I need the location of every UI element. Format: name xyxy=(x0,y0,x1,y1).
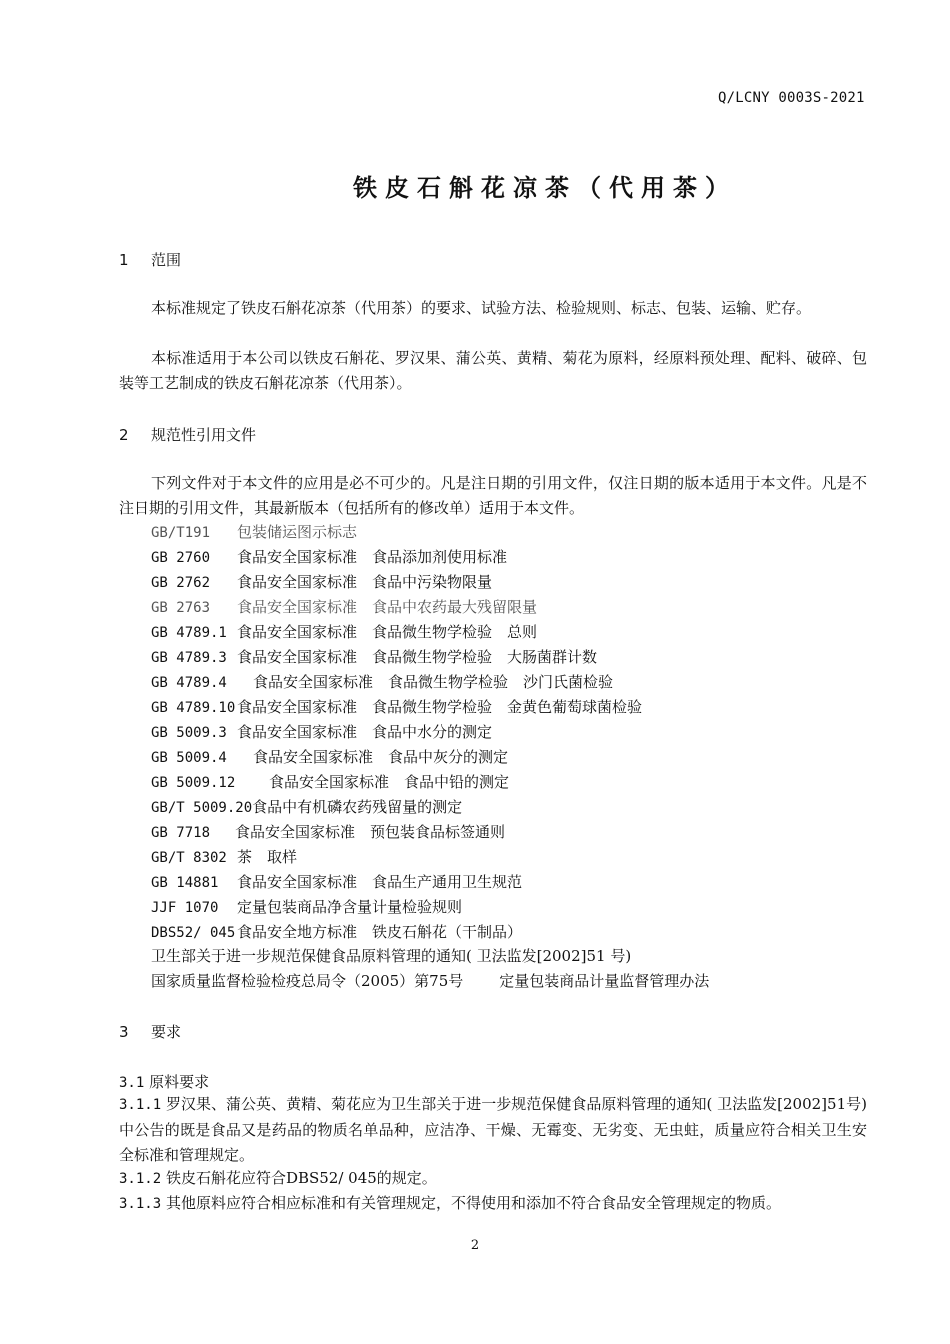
section-3-heading xyxy=(119,1021,181,1042)
reference-code: GB 14881 xyxy=(151,875,219,891)
section-number: 1 xyxy=(119,251,129,269)
reference-title: 食品安全国家标准 食品生产通用卫生规范 xyxy=(237,873,523,891)
reference-title: 食品安全国家标准 食品中污染物限量 xyxy=(237,573,493,591)
subsection-3-1-heading xyxy=(119,1071,209,1092)
reference-item xyxy=(151,696,642,717)
reference-item xyxy=(151,871,522,892)
reference-title: 食品安全国家标准 食品微生物学检验 总则 xyxy=(237,623,538,641)
reference-code: JJF 1070 xyxy=(151,900,219,916)
references-intro: 下列文件对于本文件的应用是必不可少的。凡是注日期的引用文件，仅注日期的版本适用于本文件。凡是不注日期的引用文件，其最新版本（包括所有的修改单）适用于本文件。 xyxy=(119,474,867,517)
reference-code: GB 5009.3 xyxy=(151,725,227,741)
standard-code: Q/LCNY 0003S-2021 xyxy=(718,90,865,106)
reference-code: GB 2760 xyxy=(151,550,211,566)
reference-title: 食品中有机磷农药残留量的测定 xyxy=(252,798,463,816)
reference-title: 食品安全国家标准 食品添加剂使用标准 xyxy=(237,548,508,566)
subsection-title: 原料要求 xyxy=(149,1073,210,1091)
reference-code: GB 4789.10 xyxy=(151,700,236,716)
clause-text: 其他原料应符合相应标准和有关管理规定，不得使用和添加不符合食品安全管理规定的物质。 xyxy=(165,1194,781,1212)
reference-item xyxy=(151,596,537,617)
reference-title: 食品安全国家标准 食品微生物学检验 沙门氏菌检验 xyxy=(253,673,614,691)
document-title: 铁皮石斛花凉茶（代用茶） xyxy=(353,174,737,202)
reference-item xyxy=(151,521,357,542)
reference-code: DBS52/ 045 xyxy=(151,925,236,941)
reference-item xyxy=(151,621,537,642)
reference-item xyxy=(151,846,297,867)
clause-3-1-1 xyxy=(119,1092,867,1168)
reference-item xyxy=(151,821,505,842)
reference-order-title: 定量包装商品计量监督管理办法 xyxy=(499,972,710,990)
section-title: 范围 xyxy=(151,251,182,269)
reference-code: GB/T191 xyxy=(151,525,211,541)
reference-order-name: 国家质量监督检验检疫总局令（2005）第75号 xyxy=(151,972,464,990)
scope-paragraph-1: 本标准规定了铁皮石斛花凉茶（代用茶）的要求、试验方法、检验规则、标志、包装、运输、贮存。 xyxy=(151,299,812,317)
reference-order xyxy=(151,970,709,991)
reference-title: 食品安全国家标准 食品微生物学检验 大肠菌群计数 xyxy=(237,648,598,666)
reference-code: GB 7718 xyxy=(151,825,211,841)
reference-title: 包装储运图示标志 xyxy=(237,523,358,541)
reference-code: GB 4789.4 xyxy=(151,675,227,691)
section-number: 2 xyxy=(119,426,129,444)
clause-3-1-2 xyxy=(119,1167,437,1188)
reference-item xyxy=(151,896,462,917)
section-1-heading xyxy=(119,249,181,270)
clause-3-1-3 xyxy=(119,1192,781,1213)
reference-code: GB 4789.1 xyxy=(151,625,227,641)
reference-item xyxy=(151,921,522,942)
reference-title: 食品安全国家标准 食品微生物学检验 金黄色葡萄球菌检验 xyxy=(237,698,643,716)
clause-number: 3.1.2 xyxy=(119,1171,162,1187)
reference-code: GB 4789.3 xyxy=(151,650,227,666)
reference-item xyxy=(151,746,508,767)
reference-code: GB 5009.12 xyxy=(151,775,236,791)
reference-title: 定量包装商品净含量计量检验规则 xyxy=(237,898,463,916)
section-title: 要求 xyxy=(151,1023,182,1041)
reference-title: 食品安全国家标准 食品中铅的测定 xyxy=(269,773,510,791)
section-2-heading xyxy=(119,424,256,445)
reference-item xyxy=(151,571,492,592)
reference-item xyxy=(151,771,509,792)
clause-number: 3.1.3 xyxy=(119,1196,162,1212)
reference-title: 食品安全国家标准 食品中农药最大残留限量 xyxy=(237,598,538,616)
subsection-number: 3.1 xyxy=(119,1075,145,1091)
reference-item xyxy=(151,671,613,692)
reference-notice: 卫生部关于进一步规范保健食品原料管理的通知( 卫法监发[2002]51 号) xyxy=(151,947,632,965)
clause-number: 3.1.1 xyxy=(119,1097,162,1113)
reference-title: 食品安全地方标准 铁皮石斛花（干制品） xyxy=(237,923,523,941)
reference-title: 茶 取样 xyxy=(237,848,298,866)
reference-title: 食品安全国家标准 食品中水分的测定 xyxy=(237,723,493,741)
clause-text: 铁皮石斛花应符合DBS52/ 045的规定。 xyxy=(165,1169,437,1187)
reference-item xyxy=(151,546,507,567)
reference-code: GB/T 8302 xyxy=(151,850,227,866)
reference-item xyxy=(151,646,597,667)
reference-item xyxy=(151,721,492,742)
reference-item xyxy=(151,796,462,817)
reference-code: GB 2762 xyxy=(151,575,211,591)
section-number: 3 xyxy=(119,1023,129,1041)
scope-paragraph-2: 本标准适用于本公司以铁皮石斛花、罗汉果、蒲公英、黄精、菊花为原料，经原料预处理、配料、破碎、包装等工艺制成的铁皮石斛花凉茶（代用茶）。 xyxy=(119,349,867,392)
reference-code: GB 5009.4 xyxy=(151,750,227,766)
reference-title: 食品安全国家标准 预包装食品标签通则 xyxy=(235,823,506,841)
reference-title: 食品安全国家标准 食品中灰分的测定 xyxy=(253,748,509,766)
reference-code: GB/T 5009.20 xyxy=(151,800,253,816)
clause-text: 罗汉果、蒲公英、黄精、菊花应为卫生部关于进一步规范保健食品原料管理的通知( 卫法监发[2002]51号) 中公告的既是食品又是药品的物质名单品种，应洁净、干燥、无霉变、无劣变、无虫蛀，质量应符合相关卫生安全标准和管理规定。 xyxy=(119,1095,867,1164)
reference-code: GB 2763 xyxy=(151,600,211,616)
page-number: 2 xyxy=(470,1238,480,1253)
section-title: 规范性引用文件 xyxy=(151,426,257,444)
